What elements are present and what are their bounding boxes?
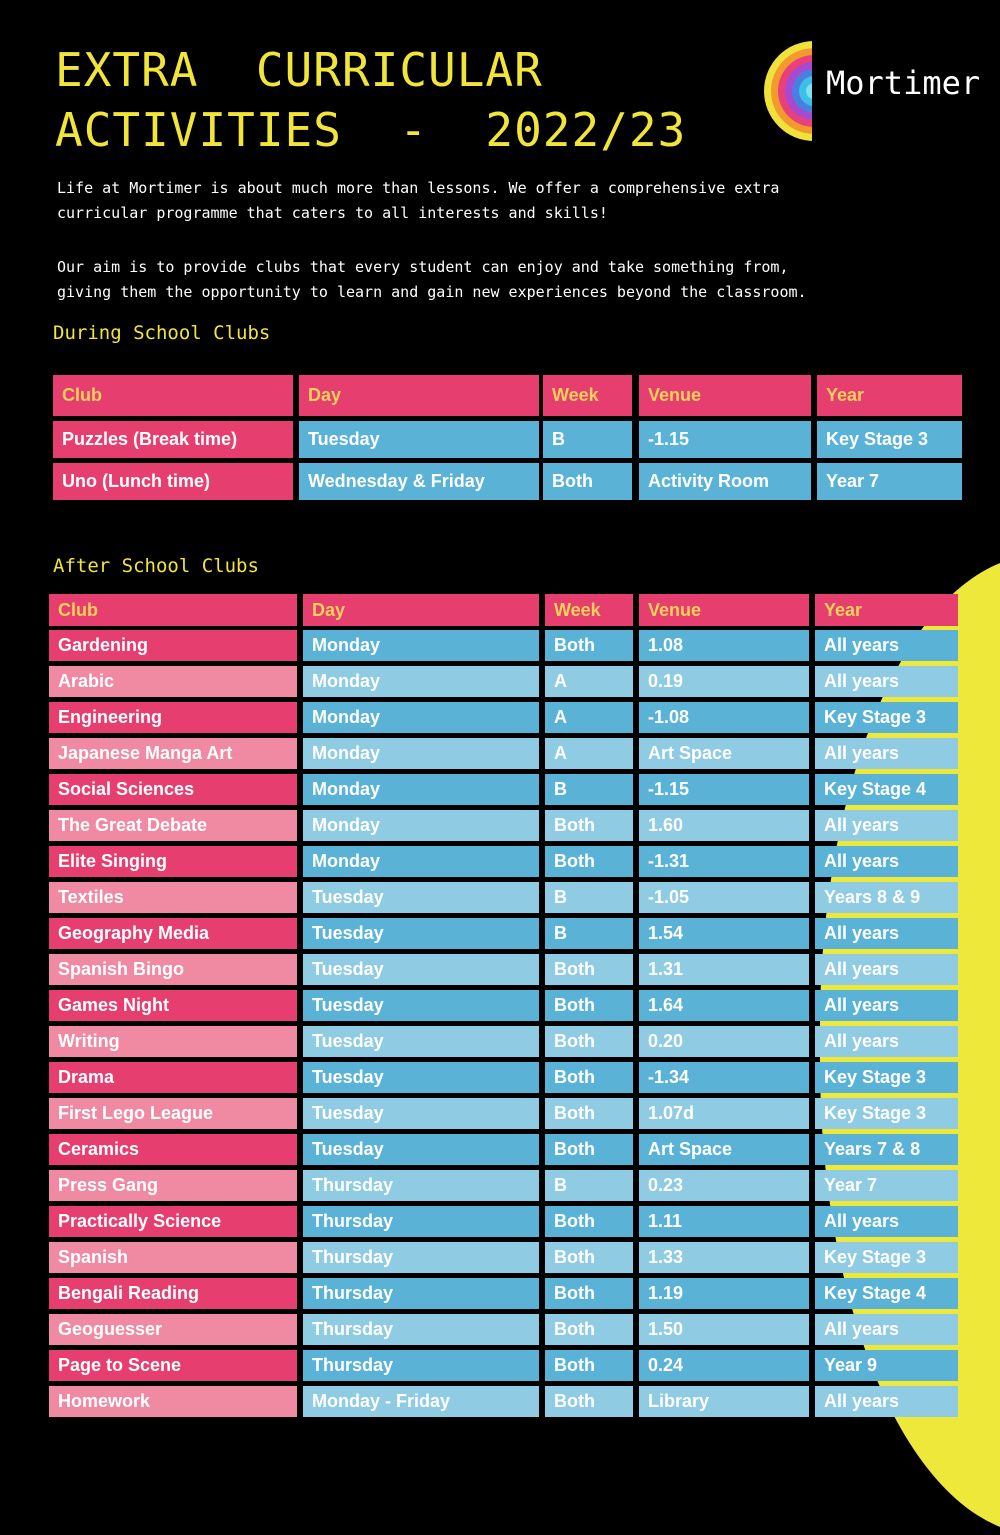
- during-school-heading: During School Clubs: [53, 322, 271, 344]
- cell-week: Both: [545, 1134, 633, 1165]
- cell-day: Wednesday & Friday: [299, 463, 539, 500]
- cell-year: Key Stage 4: [815, 774, 958, 805]
- header-venue: Venue: [639, 375, 811, 416]
- cell-week: Both: [545, 1062, 633, 1093]
- cell-venue: 0.19: [639, 666, 809, 697]
- cell-club: Page to Scene: [49, 1350, 297, 1381]
- cell-year: Key Stage 3: [815, 1062, 958, 1093]
- cell-day: Monday: [303, 774, 539, 805]
- cell-day: Tuesday: [303, 1062, 539, 1093]
- cell-day: Tuesday: [303, 882, 539, 913]
- cell-day: Tuesday: [299, 421, 539, 458]
- cell-venue: -1.15: [639, 774, 809, 805]
- table-row: [49, 630, 958, 661]
- title-line-2: ACTIVITIES - 2022/23: [55, 103, 687, 157]
- cell-week: Both: [545, 1098, 633, 1129]
- table-row: [49, 882, 958, 913]
- cell-day: Monday: [303, 846, 539, 877]
- cell-venue: 1.54: [639, 918, 809, 949]
- header-day: Day: [303, 594, 539, 626]
- cell-week: Both: [545, 1314, 633, 1345]
- cell-club: Spanish Bingo: [49, 954, 297, 985]
- cell-year: Years 7 & 8: [815, 1134, 958, 1165]
- mortimer-logo: [752, 40, 992, 142]
- cell-week: B: [545, 1170, 633, 1201]
- cell-year: Key Stage 4: [815, 1278, 958, 1309]
- cell-day: Tuesday: [303, 954, 539, 985]
- cell-day: Monday: [303, 738, 539, 769]
- cell-day: Monday - Friday: [303, 1386, 539, 1417]
- cell-day: Thursday: [303, 1314, 539, 1345]
- logo-text: Mortimer: [826, 64, 981, 102]
- cell-year: All years: [815, 1026, 958, 1057]
- cell-day: Monday: [303, 666, 539, 697]
- cell-year: All years: [815, 1206, 958, 1237]
- cell-club: Practically Science: [49, 1206, 297, 1237]
- table-row: [49, 846, 958, 877]
- cell-day: Tuesday: [303, 918, 539, 949]
- cell-club: Textiles: [49, 882, 297, 913]
- cell-year: All years: [815, 990, 958, 1021]
- cell-week: Both: [545, 1206, 633, 1237]
- cell-club: The Great Debate: [49, 810, 297, 841]
- cell-venue: 1.60: [639, 810, 809, 841]
- cell-day: Monday: [303, 810, 539, 841]
- table-row: [49, 1350, 958, 1381]
- cell-venue: -1.15: [639, 421, 811, 458]
- cell-club: Gardening: [49, 630, 297, 661]
- cell-venue: 1.64: [639, 990, 809, 1021]
- header-year: Year: [815, 594, 958, 626]
- cell-day: Thursday: [303, 1242, 539, 1273]
- page-title: [55, 40, 686, 160]
- cell-week: Both: [545, 1386, 633, 1417]
- cell-club: Japanese Manga Art: [49, 738, 297, 769]
- intro-paragraph-2: Our aim is to provide clubs that every student can enjoy and take something from, giving them the opportunity to learn and gain new experiences beyond the classroom.: [57, 258, 807, 301]
- cell-venue: 0.20: [639, 1026, 809, 1057]
- cell-week: Both: [543, 463, 632, 500]
- table-row: [49, 1134, 958, 1165]
- table-row: [49, 1278, 958, 1309]
- cell-day: Tuesday: [303, 1098, 539, 1129]
- cell-club: Uno (Lunch time): [53, 463, 293, 500]
- cell-week: Both: [545, 1242, 633, 1273]
- cell-club: Games Night: [49, 990, 297, 1021]
- cell-year: Years 8 & 9: [815, 882, 958, 913]
- cell-club: Ceramics: [49, 1134, 297, 1165]
- cell-day: Thursday: [303, 1170, 539, 1201]
- after-header-row: [49, 594, 958, 626]
- cell-club: First Lego League: [49, 1098, 297, 1129]
- rainbow-c-icon: [752, 40, 816, 142]
- during-header-row: [53, 375, 962, 416]
- cell-year: All years: [815, 666, 958, 697]
- cell-club: Arabic: [49, 666, 297, 697]
- cell-venue: 1.07d: [639, 1098, 809, 1129]
- cell-year: Key Stage 3: [815, 1242, 958, 1273]
- cell-day: Monday: [303, 702, 539, 733]
- cell-year: All years: [815, 738, 958, 769]
- cell-year: Key Stage 3: [815, 702, 958, 733]
- header-year: Year: [817, 375, 962, 416]
- table-row: [49, 666, 958, 697]
- cell-day: Thursday: [303, 1278, 539, 1309]
- table-row: [49, 1026, 958, 1057]
- cell-year: All years: [815, 1386, 958, 1417]
- cell-day: Tuesday: [303, 1134, 539, 1165]
- table-row: [49, 990, 958, 1021]
- table-row: [49, 1170, 958, 1201]
- cell-venue: 1.31: [639, 954, 809, 985]
- cell-venue: Art Space: [639, 1134, 809, 1165]
- cell-week: Both: [545, 954, 633, 985]
- cell-year: All years: [815, 846, 958, 877]
- cell-year: Year 7: [817, 463, 962, 500]
- cell-year: Year 9: [815, 1350, 958, 1381]
- table-row: [53, 421, 962, 458]
- cell-week: B: [545, 774, 633, 805]
- cell-venue: Activity Room: [639, 463, 811, 500]
- cell-day: Tuesday: [303, 1026, 539, 1057]
- table-row: [49, 810, 958, 841]
- cell-club: Geography Media: [49, 918, 297, 949]
- cell-venue: -1.05: [639, 882, 809, 913]
- table-row: [49, 702, 958, 733]
- cell-week: Both: [545, 630, 633, 661]
- after-school-heading: After School Clubs: [53, 555, 259, 577]
- cell-venue: -1.31: [639, 846, 809, 877]
- table-row: [49, 1242, 958, 1273]
- cell-venue: 0.23: [639, 1170, 809, 1201]
- table-row: [49, 774, 958, 805]
- cell-week: A: [545, 666, 633, 697]
- cell-club: Puzzles (Break time): [53, 421, 293, 458]
- cell-club: Elite Singing: [49, 846, 297, 877]
- cell-venue: 1.11: [639, 1206, 809, 1237]
- cell-week: Both: [545, 846, 633, 877]
- table-row: [49, 1206, 958, 1237]
- table-row: [49, 1314, 958, 1345]
- cell-year: All years: [815, 918, 958, 949]
- title-line-1: EXTRA CURRICULAR: [55, 43, 543, 97]
- cell-venue: 1.08: [639, 630, 809, 661]
- cell-year: Year 7: [815, 1170, 958, 1201]
- cell-week: A: [545, 738, 633, 769]
- cell-week: Both: [545, 1026, 633, 1057]
- cell-club: Homework: [49, 1386, 297, 1417]
- cell-venue: -1.08: [639, 702, 809, 733]
- cell-day: Tuesday: [303, 990, 539, 1021]
- table-row: [49, 1386, 958, 1417]
- cell-week: Both: [545, 990, 633, 1021]
- cell-year: Key Stage 3: [817, 421, 962, 458]
- cell-year: All years: [815, 630, 958, 661]
- cell-venue: 1.33: [639, 1242, 809, 1273]
- cell-week: Both: [545, 1350, 633, 1381]
- header-week: Week: [543, 375, 632, 416]
- header-club: Club: [49, 594, 297, 626]
- header-day: Day: [299, 375, 539, 416]
- cell-week: B: [545, 918, 633, 949]
- cell-club: Geoguesser: [49, 1314, 297, 1345]
- cell-week: B: [545, 882, 633, 913]
- cell-year: All years: [815, 810, 958, 841]
- table-row: [49, 954, 958, 985]
- table-row: [49, 918, 958, 949]
- cell-year: All years: [815, 954, 958, 985]
- cell-day: Thursday: [303, 1206, 539, 1237]
- cell-week: Both: [545, 1278, 633, 1309]
- table-row: [53, 463, 962, 500]
- header-club: Club: [53, 375, 293, 416]
- cell-venue: Art Space: [639, 738, 809, 769]
- cell-club: Writing: [49, 1026, 297, 1057]
- cell-club: Drama: [49, 1062, 297, 1093]
- cell-club: Press Gang: [49, 1170, 297, 1201]
- cell-year: All years: [815, 1314, 958, 1345]
- cell-week: B: [543, 421, 632, 458]
- cell-venue: 1.50: [639, 1314, 809, 1345]
- cell-venue: 0.24: [639, 1350, 809, 1381]
- table-row: [49, 1062, 958, 1093]
- header-week: Week: [545, 594, 633, 626]
- cell-day: Monday: [303, 630, 539, 661]
- cell-venue: Library: [639, 1386, 809, 1417]
- header-venue: Venue: [639, 594, 809, 626]
- cell-venue: -1.34: [639, 1062, 809, 1093]
- table-row: [49, 1098, 958, 1129]
- cell-club: Bengali Reading: [49, 1278, 297, 1309]
- cell-club: Spanish: [49, 1242, 297, 1273]
- table-row: [49, 738, 958, 769]
- cell-week: Both: [545, 810, 633, 841]
- cell-week: A: [545, 702, 633, 733]
- cell-club: Social Sciences: [49, 774, 297, 805]
- cell-day: Thursday: [303, 1350, 539, 1381]
- cell-year: Key Stage 3: [815, 1098, 958, 1129]
- cell-club: Engineering: [49, 702, 297, 733]
- cell-venue: 1.19: [639, 1278, 809, 1309]
- intro-paragraph-1: Life at Mortimer is about much more than lessons. We offer a comprehensive extra curricular programme that caters to all interests and skills!: [57, 179, 780, 222]
